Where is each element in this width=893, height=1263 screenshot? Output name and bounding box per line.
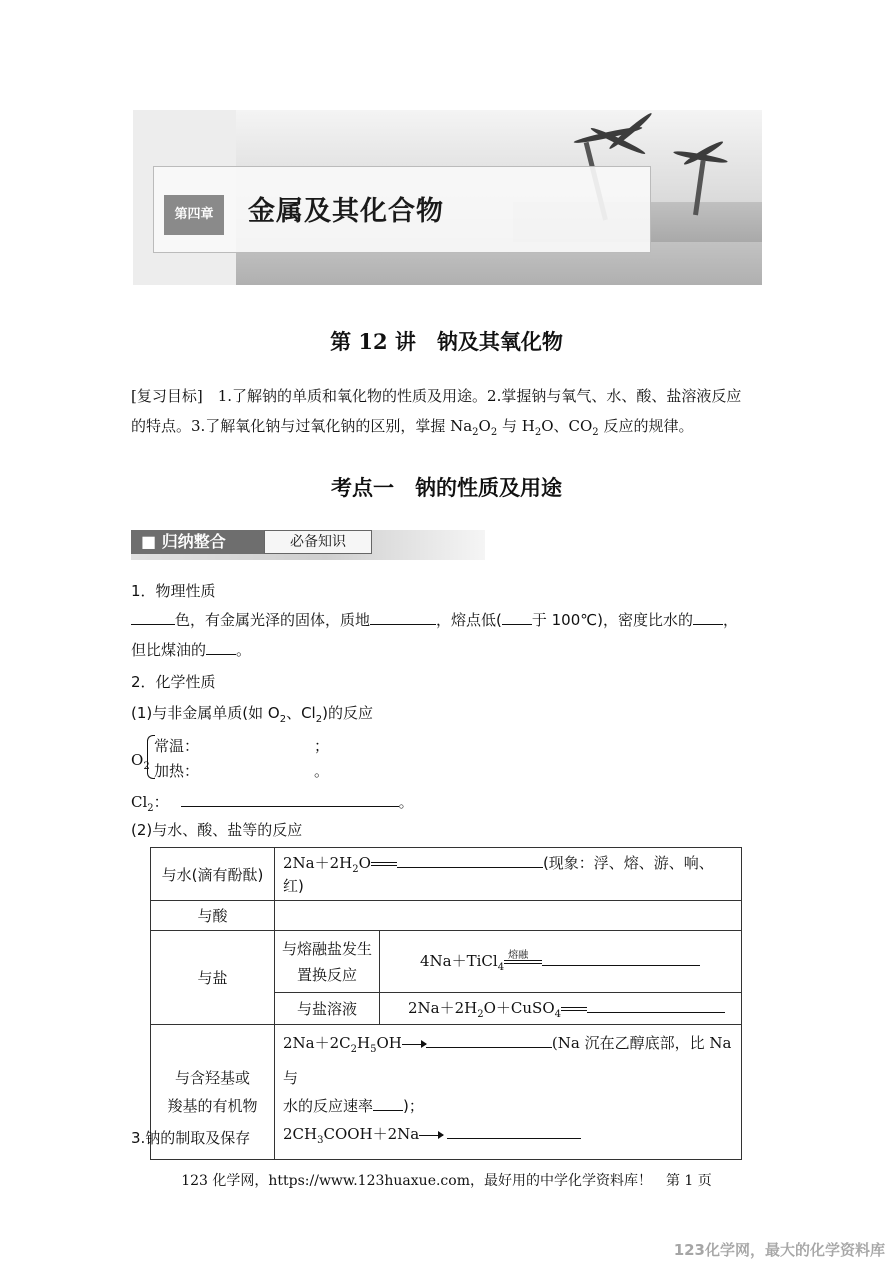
text: 羧基的有机物 (167, 1097, 258, 1115)
text: 。 (236, 641, 252, 659)
section-bar-sublabel: 必备知识 (264, 530, 372, 554)
goal-text-2: 与 H (497, 417, 535, 435)
text: 2Na＋2C (283, 1034, 351, 1052)
table-cell (275, 901, 742, 931)
cl2-line (131, 791, 414, 814)
lesson-title: 第 12 讲 钠及其氧化物 (330, 329, 563, 354)
text: 水的反应速率 (283, 1097, 374, 1115)
text: 常温： (154, 737, 200, 755)
text: ： (153, 793, 169, 811)
subscript: 2 (352, 864, 359, 875)
text: ， (722, 611, 738, 629)
goal-text-1: 1.了解钠的单质和氧化物的性质及用途。2.掌握钠与氧气、水、酸、盐溶液反应 (217, 387, 742, 405)
text: )的反应 (322, 704, 373, 722)
blank (181, 793, 399, 807)
blank (502, 611, 532, 625)
text: 2Na＋2H (283, 854, 353, 872)
subscript: 2 (279, 714, 287, 725)
blank (373, 1097, 403, 1111)
text: (现象：浮、熔、游、响、红) (283, 854, 714, 895)
text: O＋CuSO (483, 999, 555, 1017)
text: COOH＋2Na (323, 1125, 420, 1143)
text: )； (403, 1097, 424, 1115)
text: 4Na＋TiCl (420, 952, 498, 970)
subscript: 2 (350, 1044, 358, 1055)
table-row (151, 931, 742, 993)
condition-label: 熔融 (508, 950, 529, 961)
equals-sign-icon (504, 950, 542, 964)
text: 与含羟基或 (174, 1069, 250, 1087)
review-goal (131, 381, 761, 448)
blank (370, 611, 436, 625)
physical-line-2 (131, 639, 251, 660)
text: (1)与非金属单质(如 O (131, 704, 280, 722)
banner-title-card (153, 166, 651, 253)
chapter-title: 金属及其化合物 (248, 196, 444, 227)
table-row (151, 901, 742, 931)
table-cell (275, 848, 742, 901)
arrow-icon (402, 1044, 426, 1045)
reaction-table (150, 847, 742, 1160)
equals-sign-icon (371, 862, 397, 866)
blank (693, 611, 723, 625)
subscript: 2 (534, 427, 542, 438)
table-cell: 与熔融盐发生置换反应 (275, 931, 380, 993)
watermark: 123化学网，最大的化学资料库 (673, 1241, 885, 1259)
text: 。 (398, 793, 414, 811)
section-bar-label: ■ 归纳整合 (131, 530, 264, 554)
subscript: 2 (490, 427, 498, 438)
equals-sign-icon (561, 1007, 587, 1011)
text: OH (376, 1034, 402, 1052)
table-cell (275, 1025, 742, 1160)
text: 2Na＋2H (408, 999, 478, 1017)
blank (397, 854, 543, 868)
subscript: 4 (497, 962, 505, 973)
text: (Na 沉在乙醇底部，比 Na 与 (283, 1034, 732, 1087)
physical-line-1 (131, 609, 738, 630)
o2-normal-temp (154, 735, 329, 756)
table-cell: 与水(滴有酚酞) (151, 848, 275, 901)
table-cell (380, 931, 742, 993)
chemical-sub1 (131, 702, 373, 725)
page-footer: 123 化学网，https://www.123huaxue.com，最好用的中学化学资料库！ 第 1 页 (181, 1173, 712, 1189)
goal-text-2: 的特点。3.了解氧化钠与过氧化钠的区别，掌握 Na (131, 417, 473, 435)
goal-text-2: O、CO (541, 417, 593, 435)
chemical-sub2: (2)与水、酸、盐等的反应 (131, 821, 303, 839)
subscript: 2 (477, 1009, 484, 1020)
text: 色，有金属光泽的固体，质地 (175, 611, 371, 629)
text: O (131, 751, 144, 769)
goal-label: [复习目标] (131, 387, 203, 405)
blank (131, 611, 175, 625)
table-cell: 与酸 (151, 901, 275, 931)
chemical-heading: 2．化学性质 (131, 673, 216, 691)
text: 2CH (283, 1125, 318, 1143)
goal-text-2: 反应的规律。 (598, 417, 694, 435)
chapter-banner (133, 110, 762, 285)
blank (587, 999, 725, 1013)
text: 加热： (154, 762, 200, 780)
subscript: 2 (472, 427, 479, 438)
table-cell: 与盐溶液 (275, 993, 380, 1025)
chapter-tag: 第四章 (164, 195, 224, 235)
text: 、Cl (286, 704, 316, 722)
text: 于 100℃)，密度比水的 (531, 611, 693, 629)
subscript: 2 (592, 427, 599, 438)
text: O (358, 854, 371, 872)
subscript: 2 (143, 761, 150, 772)
goal-text-2: O (478, 417, 491, 435)
text: ； (314, 737, 330, 755)
text: 。 (314, 762, 330, 780)
arrow-icon (419, 1135, 443, 1136)
table-cell (380, 993, 742, 1025)
subscript: 5 (370, 1044, 377, 1055)
table-cell: 与盐 (151, 931, 275, 1025)
table-row (151, 848, 742, 901)
text: Cl (131, 793, 148, 811)
subscript: 3 (317, 1135, 324, 1146)
blank (206, 641, 236, 655)
section-3-heading: 3.钠的制取及保存 (131, 1129, 251, 1147)
text: ，熔点低( (436, 611, 502, 629)
blank (542, 952, 700, 966)
blank (426, 1034, 552, 1048)
o2-heated (154, 760, 329, 781)
subscript: 4 (554, 1009, 562, 1020)
physical-heading: 1．物理性质 (131, 582, 216, 600)
subscript: 2 (315, 714, 323, 725)
text: 但比煤油的 (131, 641, 207, 659)
text: H (357, 1034, 371, 1052)
subscript: 2 (147, 803, 154, 814)
blank (447, 1125, 581, 1139)
section-title: 考点一 钠的性质及用途 (331, 475, 562, 500)
